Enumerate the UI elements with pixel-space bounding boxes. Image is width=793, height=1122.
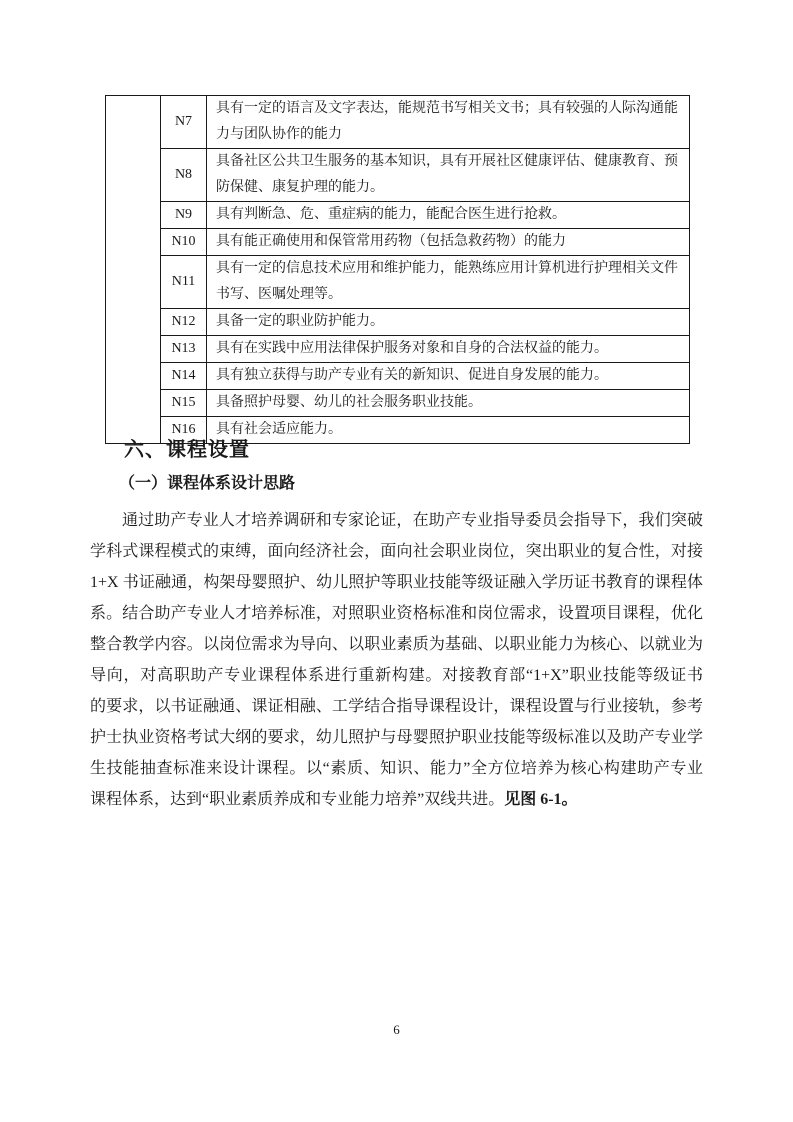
table-row (106, 149, 690, 202)
row-id-cell: N16 (161, 417, 207, 444)
table-row (106, 390, 690, 417)
row-text-cell: 具有独立获得与助产专业有关的新知识、促进自身发展的能力。 (207, 363, 690, 390)
row-text-cell: 具有一定的信息技术应用和维护能力，能熟练应用计算机进行护理相关文件书写、医嘱处理等。 (207, 256, 690, 309)
paragraph-text: 护士执业资格考试大纲的要求，幼儿照护与母婴照护职业技能等级标准以及助产专业学 (90, 729, 703, 746)
figure-reference: 见图 6-1。 (504, 791, 578, 808)
paragraph-line (90, 598, 703, 629)
paragraph-text: 1+X 书证融通，构架母婴照护、幼儿照护等职业技能等级证融入学历证书教育的课程体 (90, 574, 703, 591)
table-row (106, 256, 690, 309)
subsection-heading: （一）课程体系设计思路 (119, 475, 296, 492)
row-text-cell: 具备一定的职业防护能力。 (207, 309, 690, 336)
category-cell (106, 96, 161, 444)
row-text-cell: 具有能正确使用和保管常用药物（包括急救药物）的能力 (207, 229, 690, 256)
row-id-cell: N12 (161, 309, 207, 336)
paragraph-text: 导向，对高职助产专业课程体系进行重新构建。对接教育部“1+X”职业技能等级证书 (90, 667, 703, 684)
row-id-cell: N10 (161, 229, 207, 256)
body-paragraph (90, 505, 703, 815)
paragraph-text: 通过助产专业人才培养调研和专家论证，在助产专业指导委员会指导下，我们突破 (122, 512, 703, 529)
paragraph-line (90, 536, 703, 567)
section-heading: 六、课程设置 (124, 439, 250, 461)
paragraph-line (90, 691, 703, 722)
paragraph-line (90, 567, 703, 598)
row-text-cell: 具备照护母婴、幼儿的社会服务职业技能。 (207, 390, 690, 417)
paragraph-line (90, 629, 703, 660)
row-text-cell: 具备社区公共卫生服务的基本知识，具有开展社区健康评估、健康教育、预防保健、康复护理的能力。 (207, 149, 690, 202)
table-row (106, 309, 690, 336)
table-row (106, 363, 690, 390)
row-text-cell: 具有一定的语言及文字表达，能规范书写相关文书；具有较强的人际沟通能力与团队协作的能力 (207, 96, 690, 149)
row-text-cell: 具有在实践中应用法律保护服务对象和自身的合法权益的能力。 (207, 336, 690, 363)
row-id-cell: N13 (161, 336, 207, 363)
paragraph-text: 学科式课程模式的束缚，面向经济社会，面向社会职业岗位，突出职业的复合性，对接 (90, 543, 703, 560)
competency-table (105, 95, 690, 444)
row-text-cell: 具有社会适应能力。 (207, 417, 690, 444)
table-row (106, 229, 690, 256)
row-id-cell: N7 (161, 96, 207, 149)
paragraph-text: 的要求，以书证融通、课证相融、工学结合指导课程设计，课程设置与行业接轨，参考 (90, 698, 703, 715)
paragraph-text: 生技能抽查标准来设计课程。以“素质、知识、能力”全方位培养为核心构建助产专业 (90, 760, 703, 777)
row-text-cell: 具有判断急、危、重症病的能力，能配合医生进行抢救。 (207, 202, 690, 229)
row-id-cell: N14 (161, 363, 207, 390)
row-id-cell: N11 (161, 256, 207, 309)
table-row (106, 336, 690, 363)
page-number: 6 (393, 1022, 400, 1037)
paragraph-line (90, 660, 703, 691)
paragraph-line (90, 505, 703, 536)
paragraph-text: 课程体系，达到“职业素质养成和专业能力培养”双线共进。 (90, 791, 505, 808)
row-id-cell: N8 (161, 149, 207, 202)
paragraph-line (90, 722, 703, 753)
row-id-cell: N9 (161, 202, 207, 229)
paragraph-text: 整合教学内容。以岗位需求为导向、以职业素质为基础、以职业能力为核心、以就业为 (90, 636, 703, 653)
table-row (106, 202, 690, 229)
paragraph-line (90, 753, 703, 784)
row-id-cell: N15 (161, 390, 207, 417)
paragraph-text: 系。结合助产专业人才培养标准，对照职业资格标准和岗位需求，设置项目课程，优化 (90, 605, 703, 622)
table-row (106, 96, 690, 149)
paragraph-line (90, 784, 703, 815)
